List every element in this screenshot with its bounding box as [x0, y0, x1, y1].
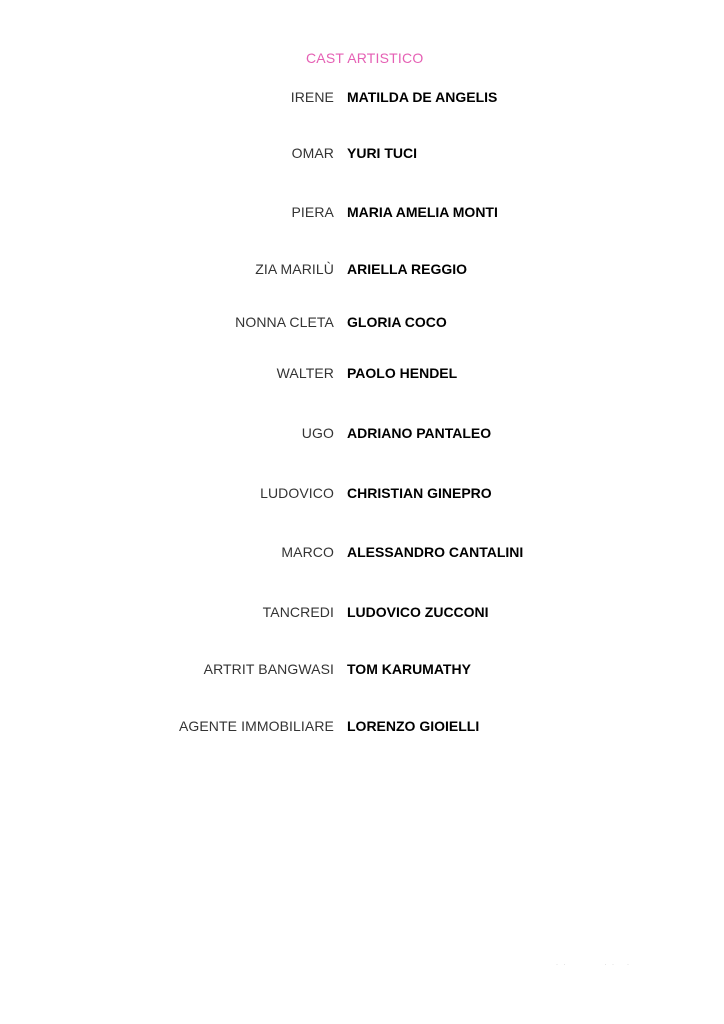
role-name: UGO: [301, 425, 334, 441]
role-name: TANCREDI: [262, 604, 334, 620]
cast-row: [0, 365, 724, 385]
cast-row: [0, 89, 724, 109]
cast-row: [0, 145, 724, 165]
cast-row: [0, 204, 724, 224]
section-heading: CAST ARTISTICO: [306, 50, 424, 66]
actor-name: ADRIANO PANTALEO: [347, 425, 492, 441]
scan-artifact: · · · · ·: [556, 962, 631, 968]
actor-name: CHRISTIAN GINEPRO: [347, 485, 492, 501]
cast-row: [0, 425, 724, 445]
actor-name: ARIELLA REGGIO: [347, 261, 468, 277]
actor-name: TOM KARUMATHY: [347, 661, 471, 677]
cast-row: [0, 604, 724, 624]
actor-name: YURI TUCI: [347, 145, 417, 161]
role-name: ARTRIT BANGWASI: [203, 661, 334, 677]
role-name: AGENTE IMMOBILIARE: [178, 718, 334, 734]
actor-name: LUDOVICO ZUCCONI: [347, 604, 489, 620]
actor-name: LORENZO GIOIELLI: [347, 718, 480, 734]
actor-name: ALESSANDRO CANTALINI: [347, 544, 524, 560]
cast-row: [0, 718, 724, 738]
cast-row: [0, 485, 724, 505]
actor-name: MARIA AMELIA MONTI: [347, 204, 498, 220]
cast-row: [0, 544, 724, 564]
role-name: NONNA CLETA: [235, 314, 334, 330]
role-name: MARCO: [281, 544, 334, 560]
role-name: LUDOVICO: [260, 485, 334, 501]
cast-row: [0, 661, 724, 681]
role-name: OMAR: [291, 145, 334, 161]
cast-row: [0, 261, 724, 281]
cast-row: [0, 314, 724, 334]
role-name: WALTER: [276, 365, 334, 381]
actor-name: MATILDA DE ANGELIS: [347, 89, 498, 105]
actor-name: GLORIA COCO: [347, 314, 447, 330]
actor-name: PAOLO HENDEL: [347, 365, 458, 381]
role-name: ZIA MARILÙ: [255, 261, 334, 277]
role-name: PIERA: [291, 204, 334, 220]
role-name: IRENE: [290, 89, 334, 105]
